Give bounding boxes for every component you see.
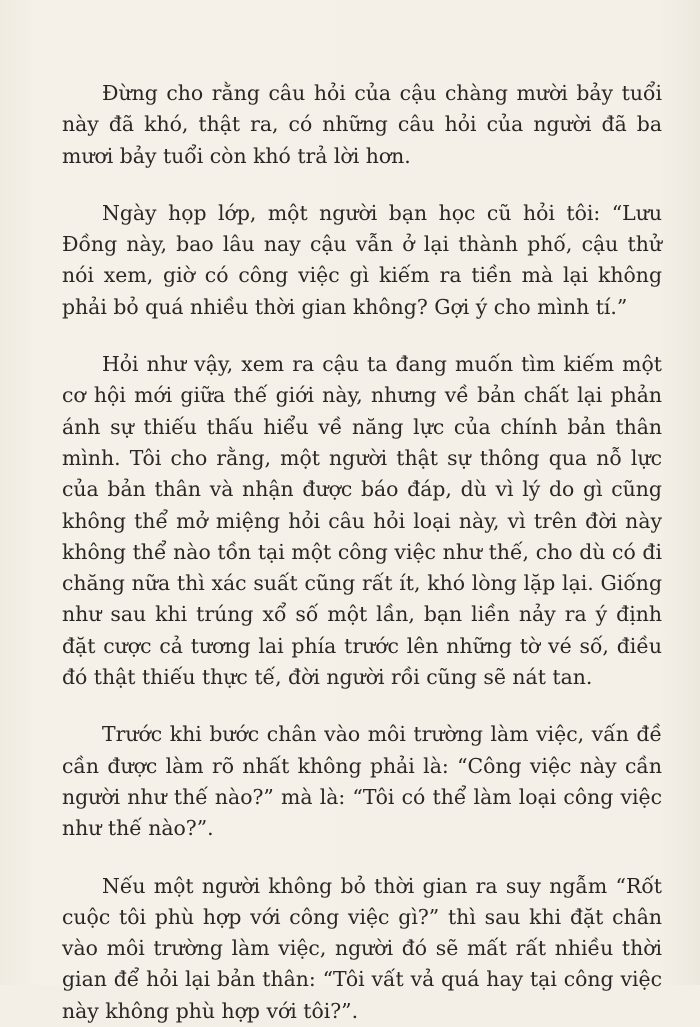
page-body-text	[62, 78, 662, 1027]
paragraph-4: Trước khi bước chân vào môi trường làm việc, vấn đề cần được làm rõ nhất không phải là: “Công việc này cần người như thế nào?” mà là: “Tôi có thể làm loại công việc như thế nào?”.	[62, 722, 662, 841]
paragraph-5: Nếu một người không bỏ thời gian ra suy ngẫm “Rốt cuộc tôi phù hợp với công việc gì?” thì sau khi đặt chân vào môi trường làm việc, người đó sẽ mất rất nhiều thời gian để hỏi lại bản thân: “Tôi vất vả quá hay tại công việc này không phù hợp với tôi?”.	[62, 873, 662, 1023]
paragraph-2: Ngày họp lớp, một người bạn học cũ hỏi tôi: “Lưu Đồng này, bao lâu nay cậu vẫn ở lại thành phố, cậu thử nói xem, giờ có công việc gì kiếm ra tiền mà lại không phải bỏ quá nhiều thời gian không? Gợi ý cho mình tí.”	[62, 200, 662, 319]
paragraph-3: Hỏi như vậy, xem ra cậu ta đang muốn tìm kiếm một cơ hội mới giữa thế giới này, nhưng về bản chất lại phản ánh sự thiếu thấu hiểu về năng lực của chính bản thân mình. Tôi cho rằng, một người thật sự thông qua nỗ lực của bản thân và nhận được báo đáp, dù vì lý do gì cũng không thể mở miệng hỏi câu hỏi loại này, vì trên đời này không thể nào tồn tại một công việc như thế, cho dù có đi chăng nữa thì xác suất cũng rất ít, khó lòng lặp lại. Giống như sau khi trúng xổ số một lần, bạn liền nảy ra ý định đặt cược cả tương lai phía trước lên những tờ vé số, điều đó thật thiếu thực tế, đời người rồi cũng sẽ nát tan.	[62, 352, 662, 690]
paragraph-1: Đừng cho rằng câu hỏi của cậu chàng mười bảy tuổi này đã khó, thật ra, có những câu hỏi của người đã ba mươi bảy tuổi còn khó trả lời hơn.	[62, 81, 662, 168]
